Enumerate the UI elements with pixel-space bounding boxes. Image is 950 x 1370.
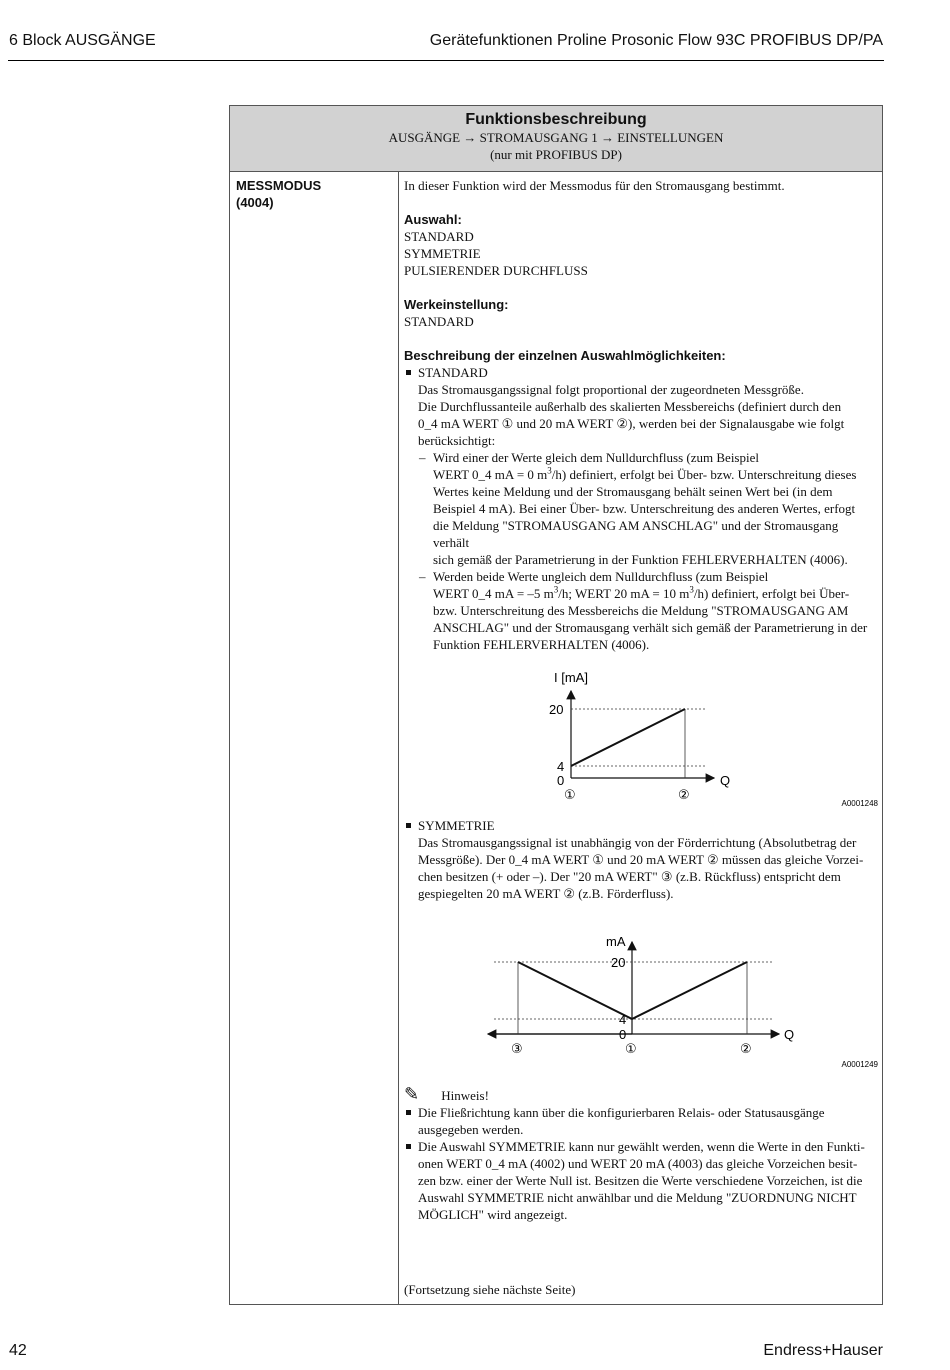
marker-1: ① [564,787,576,802]
case1-line2 [433,466,876,483]
standard-p1: Das Stromausgangssignal folgt proportional der zugeordneten Messgröße. [418,382,804,397]
werk-value: STANDARD [404,314,474,329]
table-title: Funktionsbeschreibung [465,111,647,128]
hinweis-note-2 [404,1138,876,1223]
x-axis-label: Q [784,1027,795,1042]
superscript: 3 [689,584,694,595]
hinweis-label: Hinweis! [441,1088,489,1103]
auswahl-label: Auswahl: [404,212,462,227]
y-axis-label: I [mA] [554,670,588,685]
tick-20: 20 [611,955,626,970]
superscript: 3 [547,465,552,476]
case2-line5: Funktion FEHLERVERHALTEN (4006). [433,637,650,652]
symmetrie-l4: gespiegelten 20 mA WERT ② (z.B. Förderfluss). [418,886,674,901]
function-code: (4004) [236,195,274,210]
y-axis-label: mA [606,934,626,949]
symmetrie-l2: Messgröße). Der 0_4 mA WERT ① und 20 mA WERT ② müssen das gleiche Vorzei- [418,852,864,867]
note2-line1: Die Auswahl SYMMETRIE kann nur gewählt werden, wenn die Werte in den Funkti- [418,1139,865,1154]
case1-line2-b: /h) definiert, erfolgt bei Über- bzw. Unterschreitung dieses [551,467,857,482]
function-name-label: MESSMODUS [236,178,322,193]
header-rule [8,60,884,61]
case2-line1: – Werden beide Werte ungleich dem Nulldurchfluss (zum Beispiel [433,569,769,584]
case2-line4: ANSCHLAG" und der Stromausgang verhält sich gemäß der Parametrierung in der [433,620,868,635]
case2-line3: bzw. Unterschreitung des Messbereichs die Meldung "STROMAUSGANG AM [433,603,849,618]
marker-1: ① [625,1041,637,1056]
figure-standard [404,653,876,817]
page-number: 42 [9,1342,27,1359]
marker-2: ② [678,787,690,802]
note1-line2: ausgegeben werden. [418,1122,524,1137]
note2-line3: zen bzw. einer der Werte Null ist. Besitzen die Werte verschiedene Vorzeichen, ist die [418,1173,863,1188]
option-symmetrie: SYMMETRIE [404,246,481,261]
symmetrie-item [404,817,876,902]
figure-symmetrie [404,902,876,1080]
running-header-right: Gerätefunktionen Proline Prosonic Flow 93C PROFIBUS DP/PA [429,32,883,49]
case1-line5: die Meldung "STROMAUSGANG AM ANSCHLAG" und der Stromausgang verhält [433,518,839,550]
standard-case-2 [404,568,876,653]
function-table [229,105,883,1305]
symmetrie-title: SYMMETRIE [418,818,495,833]
case2-line2-c: /h) definiert, erfolgt bei Über- [693,586,850,601]
standard-case-1 [404,449,876,568]
signal-line [571,709,685,766]
continuation-note: (Fortsetzung siehe nächste Seite) [404,1282,576,1297]
case2-line2-a: WERT 0_4 mA = –5 m [433,586,554,601]
superscript: 3 [553,584,559,595]
marker-2: ② [740,1041,752,1056]
case1-line6: sich gemäß der Parametrierung in der Funktion FEHLERVERHALTEN (4006). [433,552,848,567]
symmetrie-diagram [404,902,878,1080]
beschreibung-label: Beschreibung der einzelnen Auswahlmöglichkeiten: [404,348,726,363]
x-axis-label: Q [720,773,731,788]
option-standard: STANDARD [404,229,474,244]
note2-line5: MÖGLICH" wird angezeigt. [418,1207,568,1222]
standard-p2b: 0_4 mA WERT ① und 20 mA WERT ②), werden bei der Signalausgabe wie folgt [418,416,845,431]
case1-line4: Beispiel 4 mA). Bei einer Über- bzw. Unterschreitung des anderen Wertes, erfogt [433,501,856,516]
tick-4: 4 [619,1012,627,1027]
function-name-column [230,172,399,1304]
function-description [404,172,876,1304]
option-pulsierend: PULSIERENDER DURCHFLUSS [404,263,588,278]
note2-line4: Auswahl SYMMETRIE nicht anwählbar und die Meldung "ZUORDNUNG NICHT [418,1190,857,1205]
figure-code: A0001249 [841,1060,878,1069]
case1-line3: Wertes keine Meldung und der Stromausgang behält seinen Wert bei (in dem [433,484,833,499]
figure-code: A0001248 [841,799,878,808]
intro-text: In dieser Funktion wird der Messmodus für den Stromausgang bestimmt. [404,178,785,193]
table-header [230,106,882,172]
werk-label: Werkeinstellung: [404,297,509,312]
case1-line1: – Wird einer der Werte gleich dem Nulldurchfluss (zum Beispiel [433,450,759,465]
note1-line1: Die Fließrichtung kann über die konfigurierbaren Relais- oder Statusausgänge [418,1105,825,1120]
function-name [230,172,398,211]
standard-item [404,364,876,449]
tick-0: 0 [619,1027,627,1042]
case2-line2 [433,585,876,602]
standard-p2c: berücksichtigt: [418,433,496,448]
table-note: (nur mit PROFIBUS DP) [490,147,622,162]
tick-0: 0 [557,773,565,788]
standard-diagram [404,653,878,817]
symmetrie-l1: Das Stromausgangssignal ist unabhängig von der Förderrichtung (Absolutbetrag der [418,835,857,850]
symmetrie-l3: chen besitzen (+ oder –). Der "20 mA WERT" ③ (z.B. Rückfluss) entspricht dem [418,869,841,884]
marker-3: ③ [511,1041,523,1056]
brand-name: Endress+Hauser [763,1342,883,1359]
running-header-left: 6 Block AUSGÄNGE [9,32,156,49]
case2-line2-b: /h; WERT 20 mA = 10 m [558,586,690,601]
tick-20: 20 [549,702,564,717]
tick-4: 4 [557,759,565,774]
hinweis-note-1 [404,1104,876,1138]
pencil-icon: ✎ [404,1084,420,1104]
standard-p2a: Die Durchflussanteile außerhalb des skalierten Messbereichs (definiert durch den [418,399,842,414]
case1-line2-a: WERT 0_4 mA = 0 m [433,467,548,482]
table-path: AUSGÄNGE → STROMAUSGANG 1 → EINSTELLUNGEN [388,130,724,145]
hinweis-heading [404,1086,876,1104]
standard-title: STANDARD [418,365,488,380]
note2-line2: onen WERT 0_4 mA (4002) und WERT 20 mA (4003) das gleiche Vorzeichen besit- [418,1156,858,1171]
